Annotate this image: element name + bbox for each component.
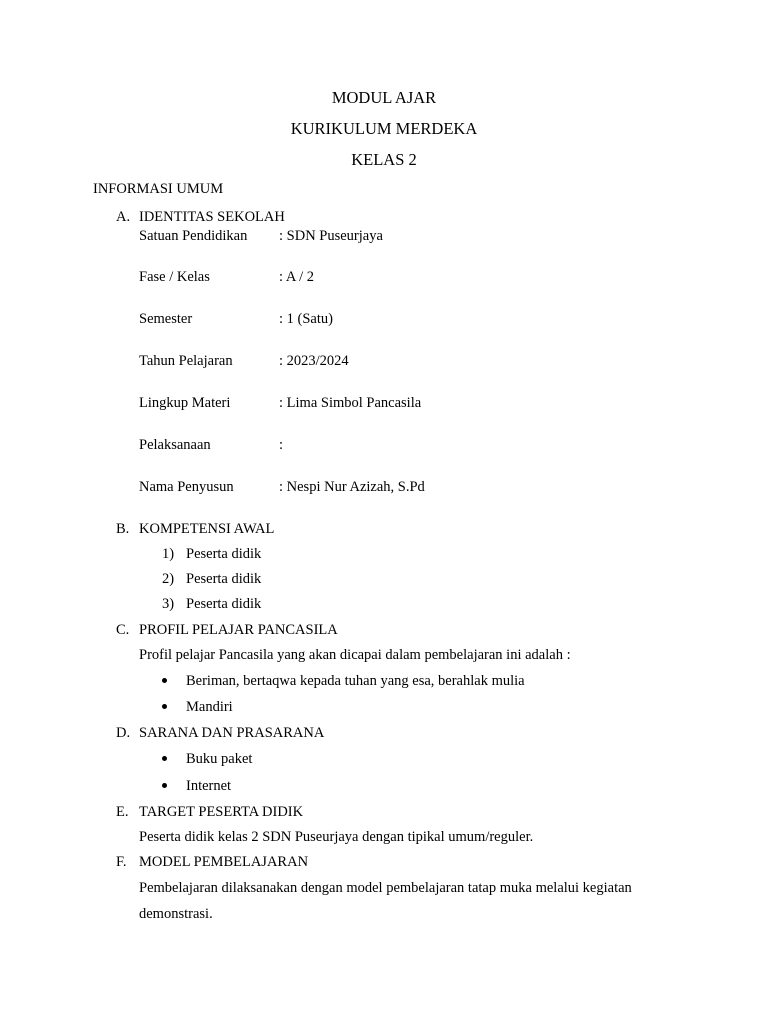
section-e-heading: TARGET PESERTA DIDIK	[139, 804, 304, 820]
bullet-icon	[162, 783, 167, 788]
identity-value: : Nespi Nur Azizah, S.Pd	[279, 479, 425, 495]
section-e-text: Peserta didik kelas 2 SDN Puseurjaya dengan tipikal umum/reguler.	[139, 829, 534, 845]
section-f-text-line-2: demonstrasi.	[139, 906, 213, 922]
section-d-letter: D.	[116, 725, 131, 741]
doc-title-line-2: KURIKULUM MERDEKA	[290, 119, 478, 138]
identity-value: : 2023/2024	[279, 353, 349, 369]
section-c-intro: Profil pelajar Pancasila yang akan dicapai dalam pembelajaran ini adalah :	[139, 647, 571, 663]
identity-label: Fase / Kelas	[139, 269, 210, 285]
identity-value: : 1 (Satu)	[279, 311, 333, 327]
section-a-letter: A.	[116, 209, 131, 225]
section-f-letter: F.	[116, 854, 127, 870]
list-number: 2)	[162, 571, 175, 587]
section-a-heading: IDENTITAS SEKOLAH	[139, 209, 285, 225]
identity-label: Satuan Pendidikan	[139, 228, 248, 244]
list-item: Buku paket	[186, 751, 253, 767]
section-b-letter: B.	[116, 521, 130, 537]
bullet-icon	[162, 678, 167, 683]
identity-value: : Lima Simbol Pancasila	[279, 395, 422, 411]
bullet-icon	[162, 704, 167, 709]
info-heading: INFORMASI UMUM	[93, 181, 224, 197]
list-item: Peserta didik	[186, 596, 262, 612]
identity-value: :	[279, 437, 284, 453]
list-item: Peserta didik	[186, 546, 262, 562]
section-b-heading: KOMPETENSI AWAL	[139, 521, 275, 537]
identity-label: Pelaksanaan	[139, 437, 211, 453]
section-f-heading: MODEL PEMBELAJARAN	[139, 854, 309, 870]
bullet-icon	[162, 756, 167, 761]
doc-title-line-1: MODUL AJAR	[331, 88, 437, 107]
list-item: Mandiri	[186, 699, 233, 715]
list-item: Beriman, bertaqwa kepada tuhan yang esa, berahlak mulia	[186, 673, 525, 689]
section-e-letter: E.	[116, 804, 129, 820]
identity-label: Lingkup Materi	[139, 395, 231, 411]
identity-label: Nama Penyusun	[139, 479, 234, 495]
list-item: Internet	[186, 778, 232, 794]
section-d-heading: SARANA DAN PRASARANA	[139, 725, 325, 741]
list-item: Peserta didik	[186, 571, 262, 587]
section-c-letter: C.	[116, 622, 130, 638]
list-number: 1)	[162, 546, 175, 562]
list-number: 3)	[162, 596, 175, 612]
identity-label: Tahun Pelajaran	[139, 353, 233, 369]
identity-value: : SDN Puseurjaya	[279, 228, 383, 244]
identity-value: : A / 2	[279, 269, 315, 285]
section-f-text-line-1: Pembelajaran dilaksanakan dengan model pembelajaran tatap muka melalui kegiatan	[139, 880, 632, 896]
doc-title-line-3: KELAS 2	[351, 150, 417, 169]
identity-label: Semester	[139, 311, 193, 327]
section-c-heading: PROFIL PELAJAR PANCASILA	[139, 622, 338, 638]
